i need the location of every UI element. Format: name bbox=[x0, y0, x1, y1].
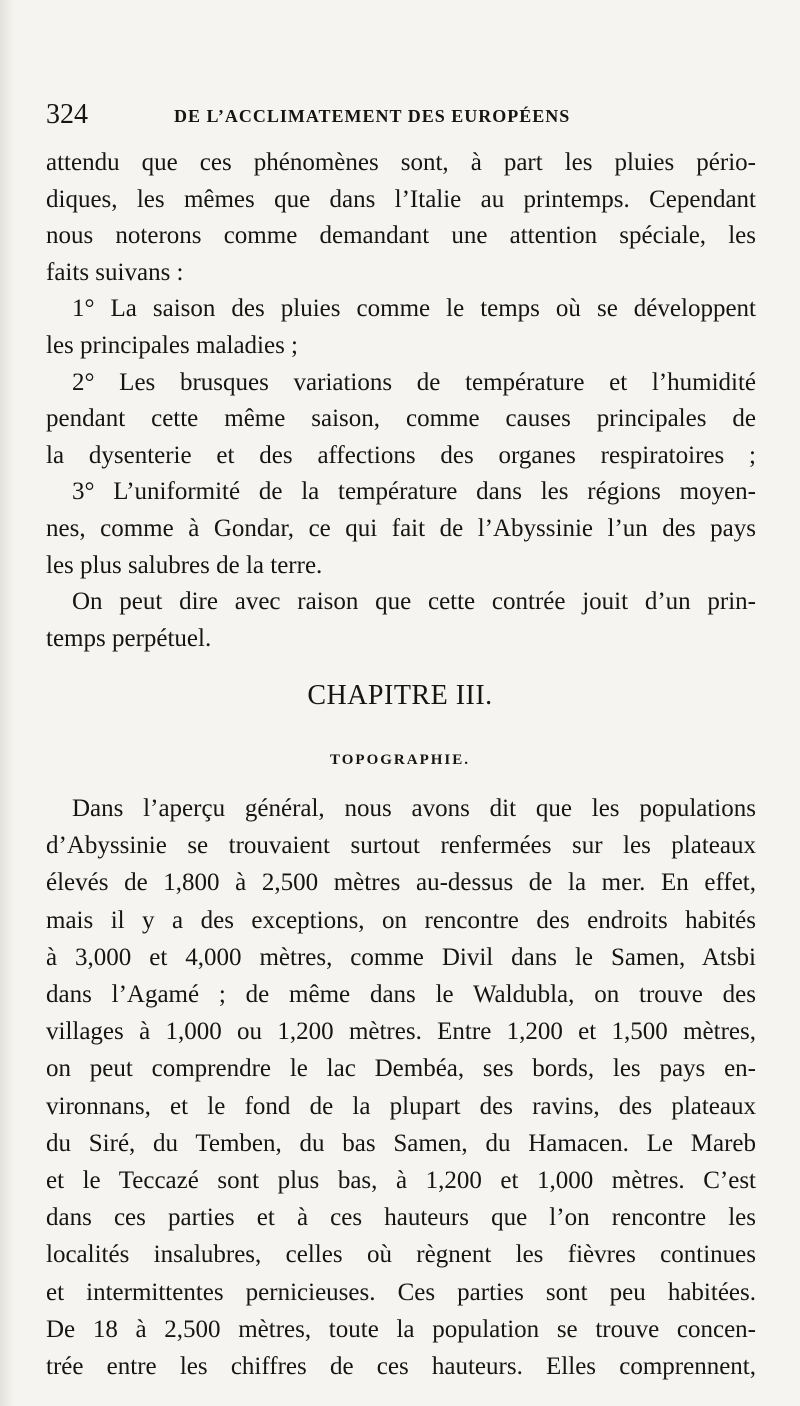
text-line: élevés de 1,800 à 2,500 mètres au-dessus de la mer. En effet, bbox=[46, 869, 756, 897]
paragraph-block-2 bbox=[46, 790, 756, 1385]
text-line: vironnans, et le fond de la plupart des ravins, des plateaux bbox=[46, 1092, 756, 1120]
text-line: mais il y a des exceptions, on rencontre des endroits habités bbox=[46, 906, 756, 934]
text-line: dans ces parties et à ces hauteurs que l’on rencontre les bbox=[46, 1204, 756, 1232]
text-line: on peut comprendre le lac Dembéa, ses bords, les pays en- bbox=[46, 1055, 756, 1083]
list-item-1: 1° La saison des pluies comme le temps où se développent bbox=[72, 295, 756, 323]
text-line: villages à 1,000 ou 1,200 mètres. Entre 1,200 et 1,500 mètres, bbox=[46, 1018, 756, 1046]
section-title: TOPOGRAPHIE. bbox=[330, 752, 470, 768]
page-header bbox=[46, 100, 756, 130]
text-line: pendant cette même saison, comme causes principales de bbox=[46, 405, 756, 433]
list-item-2: 2° Les brusques variations de température et l’humidité bbox=[72, 368, 756, 396]
text-line: diques, les mêmes que dans l’Italie au printemps. Cependant bbox=[46, 185, 756, 213]
text-line: les principales maladies ; bbox=[46, 331, 299, 359]
text-line: du Siré, du Temben, du bas Samen, du Hamacen. Le Mareb bbox=[46, 1129, 756, 1157]
text-line: à 3,000 et 4,000 mètres, comme Divil dans le Samen, Atsbi bbox=[46, 943, 756, 971]
text-line: trée entre les chiffres de ces hauteurs. Elles comprennent, bbox=[46, 1353, 756, 1381]
running-head: DE L’ACCLIMATEMENT DES EUROPÉENS bbox=[174, 106, 571, 126]
text-line: localités insalubres, celles où règnent les fièvres continues bbox=[46, 1241, 756, 1269]
paragraph-block-1 bbox=[46, 145, 756, 657]
paragraph-start: On peut dire avec raison que cette contrée jouit d’un prin- bbox=[72, 588, 756, 616]
chapter-title: CHAPITRE III. bbox=[307, 680, 493, 711]
text-line: et intermittentes pernicieuses. Ces parties sont peu habitées. bbox=[46, 1278, 756, 1306]
text-line: faits suivans : bbox=[46, 258, 184, 286]
paragraph-start: Dans l’aperçu général, nous avons dit que les populations bbox=[72, 795, 756, 822]
text-line: temps perpétuel. bbox=[46, 624, 212, 652]
text-line: d’Abyssinie se trouvaient surtout renfermées sur les plateaux bbox=[46, 832, 756, 860]
text-line: dans l’Agamé ; de même dans le Waldubla, on trouve des bbox=[46, 981, 756, 1009]
text-line: et le Teccazé sont plus bas, à 1,200 et 1,000 mètres. C’est bbox=[46, 1167, 756, 1195]
list-item-3: 3° L’uniformité de la température dans les régions moyen- bbox=[72, 478, 756, 506]
text-line: attendu que ces phénomènes sont, à part les pluies pério- bbox=[46, 149, 756, 176]
text-line: nous noterons comme demandant une attention spéciale, les bbox=[46, 222, 756, 250]
text-line: nes, comme à Gondar, ce qui fait de l’Abyssinie l’un des pays bbox=[46, 514, 756, 542]
text-line: les plus salubres de la terre. bbox=[46, 551, 323, 579]
page-number: 324 bbox=[46, 99, 88, 130]
text-line: De 18 à 2,500 mètres, toute la population se trouve concen- bbox=[46, 1315, 756, 1343]
text-line: la dysenterie et des affections des organes respiratoires ; bbox=[46, 441, 756, 469]
